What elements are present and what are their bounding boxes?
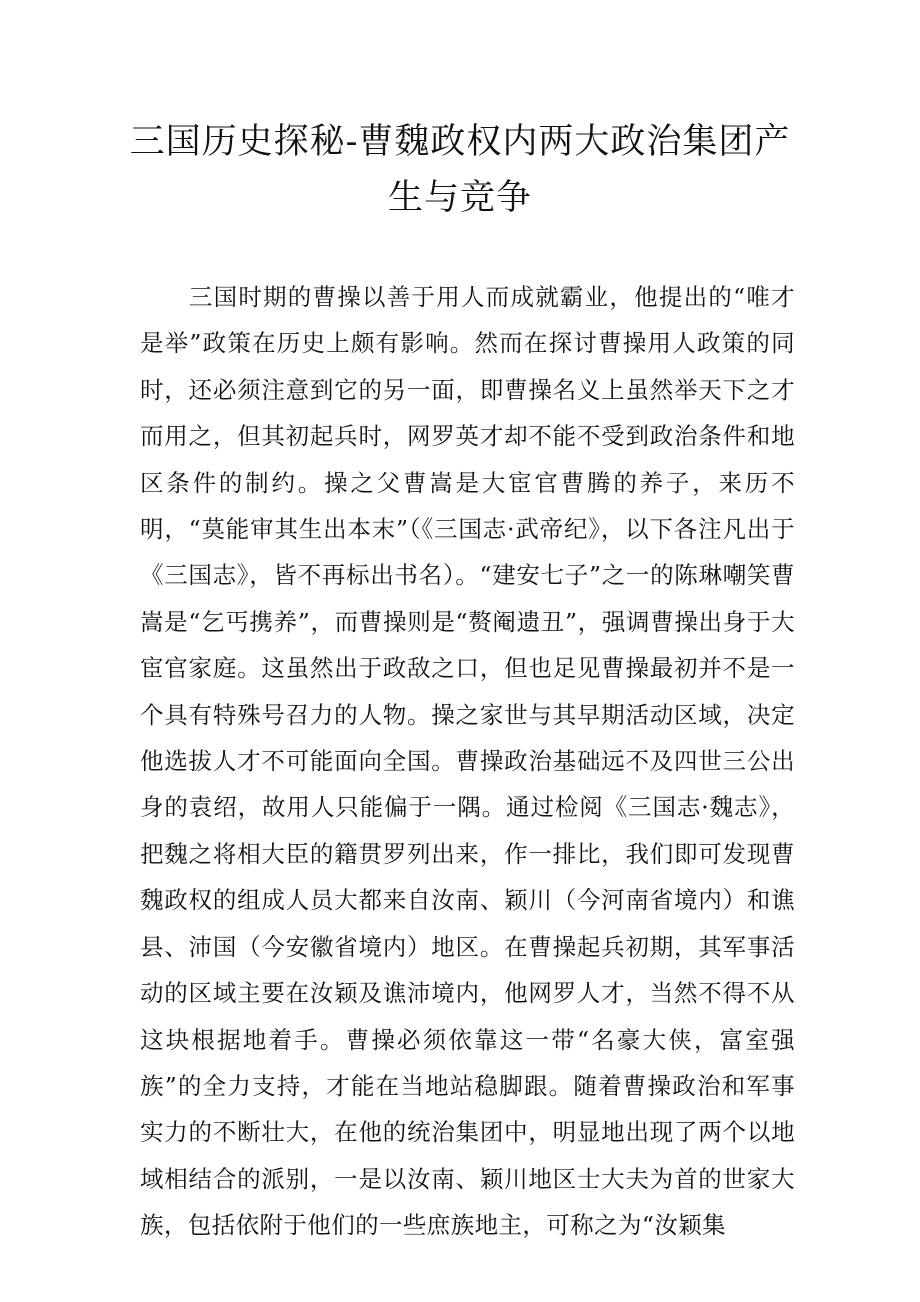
document-title: 三国历史探秘-曹魏政权内两大政治集团产生与竞争: [129, 122, 791, 218]
body-paragraph: [140, 274, 795, 1249]
paragraph-text: 三国时期的曹操以善于用人而成就霸业，他提出的“唯才是举”政策在历史上颇有影响。然而在探讨曹操用人政策的同时，还必须注意到它的另一面，即曹操名义上虽然举天下之才而用之，但其初起兵时，网罗英才却不能不受到政治条件和地区条件的制约。操之父曹嵩是大宦官曹腾的养子，来历不明，“莫能审其生出本末”（《三国志·武帝纪》，以下各注凡出于《三国志》，皆不再标出书名）。“建安七子”之一的陈琳嘲笑曹嵩是“乞丐携养”，而曹操则是“赘阉遗丑”，强调曹操出身于大宦官家庭。这虽然出于政敌之口，但也足见曹操最初并不是一个具有特殊号召力的人物。操之家世与其早期活动区域，决定他选拔人才不可能面向全国。曹操政治基础远不及四世三公出身的袁绍，故用人只能偏于一隅。通过检阅《三国志·魏志》，把魏之将相大臣的籍贯罗列出来，作一排比，我们即可发现曹魏政权的组成人员大都来自汝南、颖川（今河南省境内）和谯县、沛国（今安徽省境内）地区。在曹操起兵初期，其军事活动的区域主要在汝颖及谯沛境内，他网罗人才，当然不得不从这块根据地着手。曹操必须依靠这一带“名豪大侠，富室强族”的全力支持，才能在当地站稳脚跟。随着曹操政治和军事实力的不断壮大，在他的统治集团中，明显地出现了两个以地域相结合的派别，一是以汝南、颖川地区士大夫为首的世家大族，包括依附于他们的一些庶族地主，可称之为“汝颖集: [140, 283, 795, 1240]
